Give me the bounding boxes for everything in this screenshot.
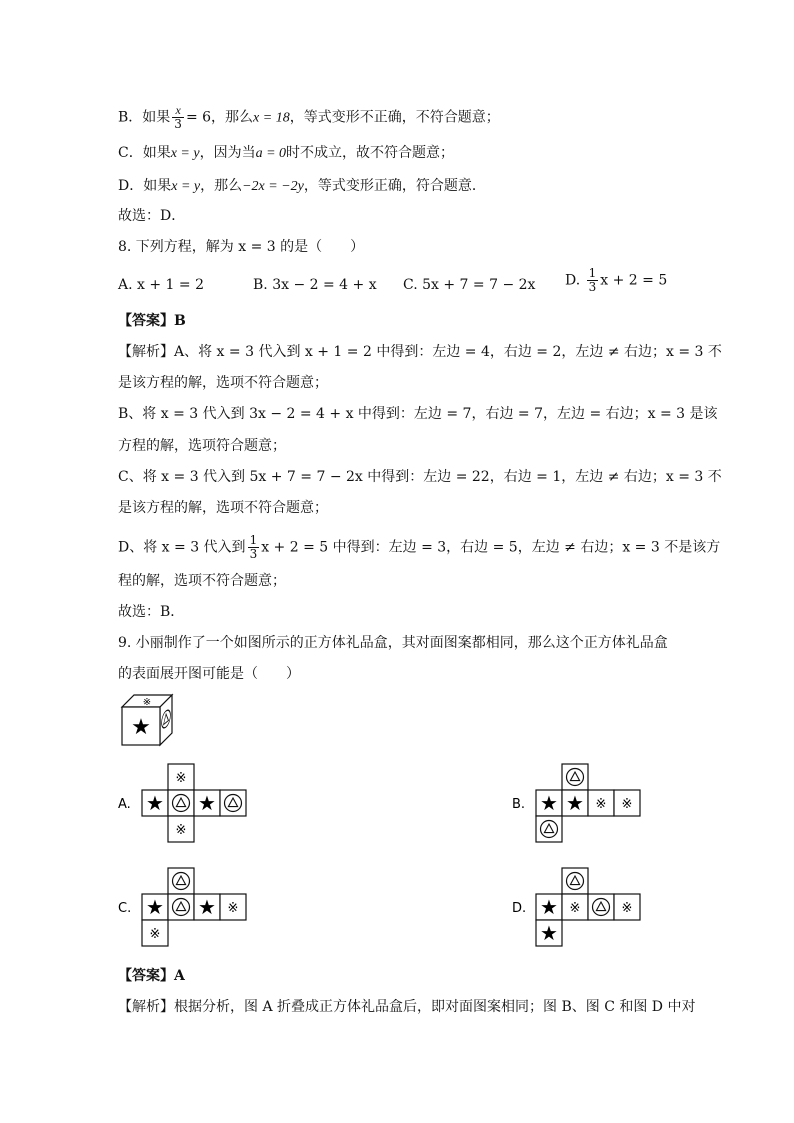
line-c-mid: ，因为当 bbox=[199, 145, 256, 161]
line-b-eq: = 6，那么 bbox=[185, 109, 254, 126]
fraction-x-over-3 bbox=[172, 104, 184, 131]
net-cell bbox=[536, 816, 562, 842]
net-label: D. bbox=[512, 901, 527, 916]
net-cell bbox=[562, 868, 588, 894]
star-icon: ★ bbox=[540, 791, 558, 815]
kome-mark-icon: ※ bbox=[569, 901, 581, 916]
fraction-one-third bbox=[587, 267, 599, 294]
line-b-prefix: B．如果 bbox=[118, 109, 171, 126]
net-label: A. bbox=[118, 797, 131, 812]
kome-mark-icon: ※ bbox=[142, 697, 152, 708]
net-a bbox=[118, 762, 258, 848]
analysis-8-line-2: 是该方程的解，选项不符合题意； bbox=[118, 375, 328, 391]
net-cell bbox=[142, 894, 168, 920]
fraction-numerator: x bbox=[172, 104, 184, 118]
fraction-denominator: 3 bbox=[174, 117, 182, 131]
net-cell bbox=[588, 894, 614, 920]
net-cell bbox=[194, 894, 220, 920]
net-cell bbox=[168, 894, 194, 920]
net-cell bbox=[614, 790, 640, 816]
analysis-8-line-1: 【解析】A、将 x = 3 代入到 x + 1 = 2 中得到：左边 = 4，右边 = 2，左边 ≠ 右边；x = 3 不 bbox=[118, 344, 722, 360]
fraction-numerator: 1 bbox=[588, 266, 597, 280]
net-cell bbox=[142, 790, 168, 816]
line-c-xy: x = y bbox=[170, 146, 200, 161]
net-cell bbox=[562, 764, 588, 790]
answer-9: 【答案】A bbox=[118, 968, 185, 984]
star-icon: ★ bbox=[146, 895, 164, 919]
question-9-line-2: 的表面展开图可能是（ ） bbox=[118, 666, 300, 682]
star-icon: ★ bbox=[566, 791, 584, 815]
line-d-xy: x = y bbox=[171, 179, 201, 194]
analysis-8-line-7 bbox=[118, 534, 720, 561]
conclusion-b: 故选：B． bbox=[118, 604, 185, 620]
line-c bbox=[118, 143, 454, 164]
star-icon: ★ bbox=[198, 895, 216, 919]
cube-figure bbox=[120, 693, 180, 749]
line-c-prefix: C．如果 bbox=[118, 145, 171, 161]
q8-option-d bbox=[565, 267, 667, 294]
kome-mark-icon: ※ bbox=[227, 901, 239, 916]
star-icon: ★ bbox=[131, 715, 151, 740]
net-b bbox=[512, 762, 672, 848]
line-b-x18: x = 18 bbox=[253, 110, 290, 126]
analysis-8-line-7b: x + 2 = 5 中得到：左边 = 3，右边 = 5，左边 ≠ 右边；x = 3 不是该方 bbox=[261, 539, 721, 556]
line-d-prefix: D．如果 bbox=[118, 178, 172, 194]
net-cell bbox=[562, 894, 588, 920]
fraction-denominator: 3 bbox=[249, 547, 258, 561]
net-cell bbox=[536, 920, 562, 946]
star-icon: ★ bbox=[540, 895, 558, 919]
line-b-suffix: ，等式变形不正确，不符合题意； bbox=[289, 109, 500, 126]
q8-options bbox=[118, 266, 678, 299]
fraction-one-third bbox=[248, 534, 260, 561]
line-d-eq: −2x = −2y bbox=[242, 179, 304, 194]
net-cell bbox=[220, 894, 246, 920]
net-label: C. bbox=[118, 901, 132, 916]
line-b bbox=[118, 104, 500, 131]
analysis-8-line-7a: D、将 x = 3 代入到 bbox=[118, 539, 246, 556]
net-cell bbox=[168, 764, 194, 790]
q8-option-b: B. 3x − 2 = 4 + x bbox=[253, 277, 377, 293]
net-cell bbox=[562, 790, 588, 816]
question-8: 8. 下列方程，解为 x = 3 的是（ ） bbox=[118, 239, 365, 255]
net-cell bbox=[220, 790, 246, 816]
analysis-8-line-8: 程的解，选项不符合题意； bbox=[118, 573, 286, 589]
net-cell bbox=[614, 894, 640, 920]
net-cell bbox=[142, 920, 168, 946]
net-cell bbox=[168, 790, 194, 816]
analysis-8-line-5: C、将 x = 3 代入到 5x + 7 = 7 − 2x 中得到：左边 = 22，右边 = 1，左边 ≠ 右边；x = 3 不 bbox=[118, 469, 722, 485]
analysis-8-line-6: 是该方程的解，选项不符合题意； bbox=[118, 500, 328, 516]
kome-mark-icon: ※ bbox=[595, 797, 607, 812]
net-cell bbox=[194, 790, 220, 816]
answer-8: 【答案】B bbox=[118, 313, 186, 329]
kome-mark-icon: ※ bbox=[175, 823, 187, 838]
q8-option-c: C. 5x + 7 = 7 − 2x bbox=[403, 277, 536, 293]
fraction-numerator: 1 bbox=[249, 533, 258, 547]
q8-option-d-label: D. bbox=[565, 272, 581, 289]
net-cell bbox=[536, 894, 562, 920]
q8-option-d-rest: x + 2 = 5 bbox=[600, 272, 668, 289]
line-d-mid: ，那么 bbox=[200, 178, 243, 194]
net-cell bbox=[536, 790, 562, 816]
star-icon: ★ bbox=[540, 921, 558, 945]
kome-mark-icon: ※ bbox=[621, 901, 633, 916]
net-c bbox=[118, 866, 258, 952]
analysis-8-line-4: 方程的解，选项符合题意； bbox=[118, 438, 286, 454]
star-icon: ★ bbox=[146, 791, 164, 815]
net-cell bbox=[168, 816, 194, 842]
kome-mark-icon: ※ bbox=[621, 797, 633, 812]
conclusion-d: 故选：D． bbox=[118, 208, 186, 224]
line-d bbox=[118, 176, 486, 197]
line-d-suffix: ，等式变形正确，符合题意． bbox=[303, 178, 486, 194]
analysis-9-line-1: 【解析】根据分析，图 A 折叠成正方体礼品盒后，即对面图案相同；图 B、图 C 和图 D 中对 bbox=[118, 999, 696, 1015]
net-label: B. bbox=[512, 797, 526, 812]
line-c-a0: a = 0 bbox=[255, 146, 287, 161]
question-9-line-1: 9. 小丽制作了一个如图所示的正方体礼品盒，其对面图案都相同，那么这个正方体礼品盒 bbox=[118, 635, 668, 651]
kome-mark-icon: ※ bbox=[175, 771, 187, 786]
star-icon: ★ bbox=[198, 791, 216, 815]
net-cell bbox=[588, 790, 614, 816]
q8-option-a: A. x + 1 = 2 bbox=[118, 277, 204, 293]
analysis-8-line-3: B、将 x = 3 代入到 3x − 2 = 4 + x 中得到：左边 = 7，右边 = 7，左边 = 右边；x = 3 是该 bbox=[118, 406, 718, 422]
line-c-suffix: 时不成立，故不符合题意； bbox=[286, 145, 455, 161]
net-cell bbox=[168, 868, 194, 894]
kome-mark-icon: ※ bbox=[149, 927, 161, 942]
net-d bbox=[512, 866, 672, 952]
fraction-denominator: 3 bbox=[588, 280, 597, 294]
